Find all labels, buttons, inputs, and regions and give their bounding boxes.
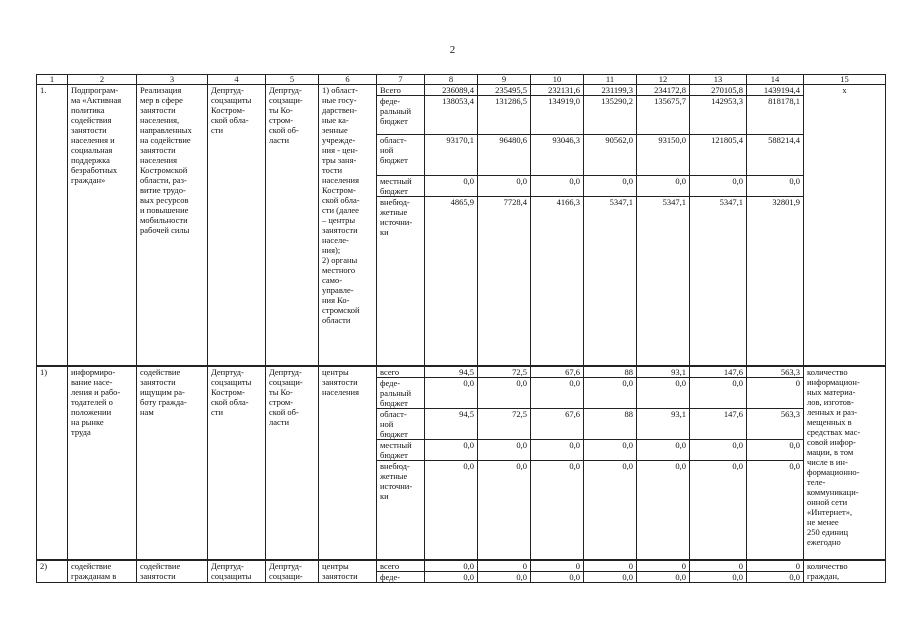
funding-value-14: 32801,9 [747,197,804,367]
funding-source: внебюд- жетные источни- ки [377,197,425,367]
funding-value-12: 0,0 [637,176,690,197]
funding-value-10: 0 [531,560,584,572]
column-number-14: 14 [747,75,804,85]
column-number-6: 6 [319,75,377,85]
funding-source: местный бюджет [377,440,425,461]
funding-value-12: 0,0 [637,378,690,409]
funding-value-11: 0,0 [584,572,637,583]
funding-source: внебюд- жетные источни- ки [377,461,425,561]
funding-value-14: 0,0 [747,572,804,583]
funding-value-8: 0,0 [425,560,478,572]
funding-value-8: 0,0 [425,461,478,561]
column-number-1: 1 [37,75,68,85]
funding-value-10: 232131,6 [531,85,584,96]
funding-value-13: 147,6 [690,366,747,378]
funding-value-12: 135675,7 [637,96,690,135]
funding-value-14: 0 [747,560,804,572]
column-number-2: 2 [68,75,137,85]
funding-value-11: 135290,2 [584,96,637,135]
funding-value-11: 88 [584,366,637,378]
funding-value-13: 0,0 [690,176,747,197]
funding-value-14: 563,3 [747,409,804,440]
expected-result: количество информацион- ных материа- лов, изготов- ленных и раз- мещенных в средствах мас- совой инфор- мации, в том числе в ин- формационно- теле- коммуникаци- онной сети «Интернет», не менее 250 единиц ежегодно [804,366,886,560]
program-row [37,366,886,378]
program-goal: Реализация мер в сфере занятости населения, направленных на содействие занятости населения Костромской области, раз- витие трудо- вых ресурсов и повышение мобильности рабочей силы [137,85,208,367]
column-number-10: 10 [531,75,584,85]
funding-value-13: 270105,8 [690,85,747,96]
funding-value-14: 818178,1 [747,96,804,135]
funding-source: феде- ральный бюджет [377,96,425,135]
funding-value-12: 93,1 [637,409,690,440]
funding-value-14: 0,0 [747,461,804,561]
funding-value-8: 4865,9 [425,197,478,367]
program-name: информиро- вание насе- ления и рабо- тодателей о положении на рынке труда [68,366,137,560]
column-number-3: 3 [137,75,208,85]
funding-value-8: 94,5 [425,366,478,378]
funding-value-9: 0 [478,560,531,572]
funding-value-13: 0,0 [690,461,747,561]
coordinator: Депртуд- соцзащиты Костром- ской обла- сти [208,366,266,560]
column-number-7: 7 [377,75,425,85]
funding-value-8: 0,0 [425,440,478,461]
funding-value-13: 121805,4 [690,135,747,176]
funding-value-10: 67,6 [531,366,584,378]
funding-value-12: 0,0 [637,461,690,561]
funding-value-11: 0,0 [584,378,637,409]
row-number: 1) [37,366,68,560]
funding-value-8: 0,0 [425,176,478,197]
funding-value-13: 142953,3 [690,96,747,135]
funding-source: феде- ральный бюджет [377,378,425,409]
funding-source: феде- [377,572,425,583]
funding-value-13: 0,0 [690,378,747,409]
funding-value-9: 0,0 [478,461,531,561]
program-goal: содействие занятости ищущим ра- боту гражда- нам [137,366,208,560]
coexecutor: Депртуд- соцзащи- [266,560,319,583]
funding-value-10: 0,0 [531,572,584,583]
funding-value-11: 0 [584,560,637,572]
column-number-15: 15 [804,75,886,85]
executor: центры занятости [319,560,377,583]
column-number-11: 11 [584,75,637,85]
funding-value-9: 0,0 [478,176,531,197]
funding-value-10: 0,0 [531,378,584,409]
funding-value-14: 0,0 [747,176,804,197]
program-goal: содействие занятости [137,560,208,583]
funding-value-9: 0,0 [478,440,531,461]
funding-value-9: 0,0 [478,572,531,583]
funding-value-10: 0,0 [531,461,584,561]
funding-value-9: 7728,4 [478,197,531,367]
funding-value-13: 147,6 [690,409,747,440]
funding-value-10: 93046,3 [531,135,584,176]
funding-value-11: 5347,1 [584,197,637,367]
funding-value-12: 93,1 [637,366,690,378]
funding-value-9: 96480,6 [478,135,531,176]
funding-value-12: 0 [637,560,690,572]
column-number-4: 4 [208,75,266,85]
column-number-8: 8 [425,75,478,85]
funding-value-14: 0,0 [747,440,804,461]
funding-value-10: 4166,3 [531,197,584,367]
funding-value-10: 0,0 [531,440,584,461]
expected-result: количество граждан, [804,560,886,583]
funding-value-11: 90562,0 [584,135,637,176]
column-number-row [37,75,886,85]
funding-value-9: 72,5 [478,366,531,378]
column-number-9: 9 [478,75,531,85]
funding-value-13: 0 [690,560,747,572]
program-table [36,74,886,583]
funding-source: местный бюджет [377,176,425,197]
funding-value-11: 231199,3 [584,85,637,96]
funding-value-11: 0,0 [584,440,637,461]
program-name: Подпрограм- ма «Активная политика содействия занятости населения и социальная поддержка безработных граждан» [68,85,137,367]
coexecutor: Депртуд- соцзащи- ты Ко- стром- ской об- ласти [266,85,319,367]
funding-value-10: 0,0 [531,176,584,197]
funding-source: всего [377,560,425,572]
funding-value-10: 67,6 [531,409,584,440]
funding-value-13: 5347,1 [690,197,747,367]
row-number: 1. [37,85,68,367]
funding-value-8: 93170,1 [425,135,478,176]
funding-value-8: 138053,4 [425,96,478,135]
funding-value-8: 94,5 [425,409,478,440]
funding-value-11: 88 [584,409,637,440]
funding-value-9: 131286,5 [478,96,531,135]
column-number-5: 5 [266,75,319,85]
funding-value-11: 0,0 [584,461,637,561]
row-number: 2) [37,560,68,583]
executor: центры занятости населения [319,366,377,560]
funding-value-8: 236089,4 [425,85,478,96]
funding-source: област- ной бюджет [377,409,425,440]
funding-value-14: 0 [747,378,804,409]
funding-value-9: 72,5 [478,409,531,440]
funding-value-12: 93150,0 [637,135,690,176]
funding-value-9: 235495,5 [478,85,531,96]
column-number-12: 12 [637,75,690,85]
funding-value-8: 0,0 [425,572,478,583]
funding-value-14: 1439194,4 [747,85,804,96]
funding-value-10: 134919,0 [531,96,584,135]
program-row [37,85,886,96]
funding-value-13: 0,0 [690,440,747,461]
expected-result: х [804,85,886,367]
funding-value-13: 0,0 [690,572,747,583]
funding-value-11: 0,0 [584,176,637,197]
funding-source: област- ной бюджет [377,135,425,176]
funding-value-14: 563,3 [747,366,804,378]
executor: 1) област- ные госу- дарствен- ные ка- зенные учрежде- ния - цен- тры заня- тости населения Костром- ской обла- сти (далее – центры занятости населе- ния); 2) органы местного само- управле- ния Ко- стромской области [319,85,377,367]
funding-value-14: 588214,4 [747,135,804,176]
page-number: 2 [449,44,456,56]
funding-value-12: 0,0 [637,572,690,583]
coordinator: Депртуд- соцзащиты [208,560,266,583]
funding-value-8: 0,0 [425,378,478,409]
coordinator: Депртуд- соцзащиты Костром- ской обла- сти [208,85,266,367]
funding-value-12: 0,0 [637,440,690,461]
program-row [37,560,886,572]
funding-value-9: 0,0 [478,378,531,409]
program-name: содействие гражданам в [68,560,137,583]
funding-value-12: 5347,1 [637,197,690,367]
funding-source: всего [377,366,425,378]
funding-source: Всего [377,85,425,96]
column-number-13: 13 [690,75,747,85]
coexecutor: Депртуд- соцзащи- ты Ко- стром- ской об- ласти [266,366,319,560]
funding-value-12: 234172,8 [637,85,690,96]
